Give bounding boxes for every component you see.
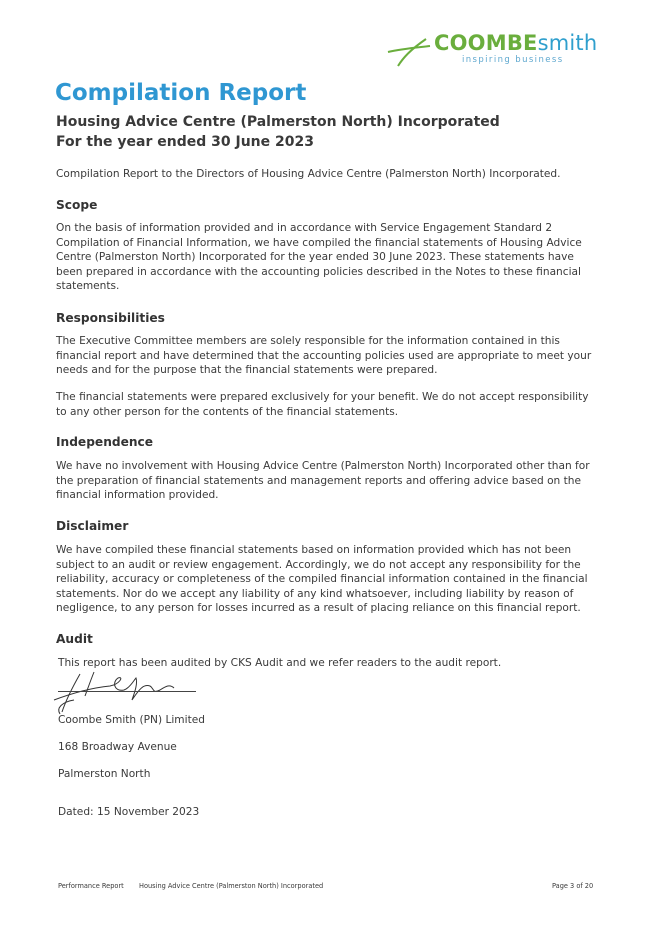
swoosh-icon	[386, 36, 432, 68]
scope-paragraph: On the basis of information provided and in accordance with Service Engagement Standard 2 Compilation of Financial Information, we have compiled the financial statements of Housing Advice Centre (Palmerston North) Incorporated for the year ended 30 June 2023. These statements have been prepared in accordance with the accounting policies described in the Notes to these financial statements.	[56, 222, 582, 293]
intro-paragraph: Compilation Report to the Directors of Housing Advice Centre (Palmerston North) Incorporated.	[56, 168, 561, 180]
coombe-smith-logo	[386, 30, 598, 70]
period-subtitle: For the year ended 30 June 2023	[56, 134, 314, 150]
entity-name: Housing Advice Centre (Palmerston North) Incorporated	[56, 114, 500, 130]
footer-entity-name: Housing Advice Centre (Palmerston North) Incorporated	[139, 882, 324, 890]
footer-page-number: Page 3 of 20	[552, 882, 594, 890]
logo-tagline: inspiring business	[462, 55, 564, 65]
disclaimer-heading: Disclaimer	[56, 519, 129, 533]
disclaimer-paragraph: We have compiled these financial statements based on information provided which has not been subject to an audit or review engagement. Accordingly, we do not accept any responsibility for the reliability, accuracy or completeness of the compiled financial information contained in the financial statements. Nor do we accept any liability of any kind whatsoever, including liability by reason of negligence, to any person for losses incurred as a result of placing reliance on this financial report.	[56, 544, 588, 615]
page-title: Compilation Report	[55, 80, 307, 106]
logo-wordmark	[434, 30, 597, 56]
footer-report-name: Performance Report	[58, 882, 124, 890]
signatory-firm: Coombe Smith (PN) Limited	[58, 714, 205, 726]
scope-heading: Scope	[56, 198, 98, 212]
independence-heading: Independence	[56, 435, 154, 449]
audit-paragraph: This report has been audited by CKS Audit and we refer readers to the audit report.	[58, 657, 502, 669]
independence-paragraph: We have no involvement with Housing Advice Centre (Palmerston North) Incorporated other than for the preparation of financial statements and management reports and offering advice based on the financial information provided.	[56, 460, 590, 502]
audit-heading: Audit	[56, 632, 93, 646]
handwritten-signature	[50, 666, 190, 718]
responsibilities-paragraph-1: The Executive Committee members are solely responsible for the information contained in this financial report and have determined that the accounting policies used are appropriate to meet your needs and for the purpose that the financial statements were prepared.	[56, 335, 592, 377]
logo-word-smith: smith	[537, 31, 598, 55]
responsibilities-heading: Responsibilities	[56, 311, 165, 325]
logo-word-coombe: COOMBE	[434, 31, 538, 55]
dated-line: Dated: 15 November 2023	[58, 806, 200, 818]
signatory-address-line-1: 168 Broadway Avenue	[58, 741, 177, 753]
signature-line	[58, 691, 196, 692]
responsibilities-paragraph-2: The financial statements were prepared exclusively for your benefit. We do not accept responsibility to any other person for the contents of the financial statements.	[56, 391, 589, 418]
signatory-address-line-2: Palmerston North	[58, 768, 151, 780]
